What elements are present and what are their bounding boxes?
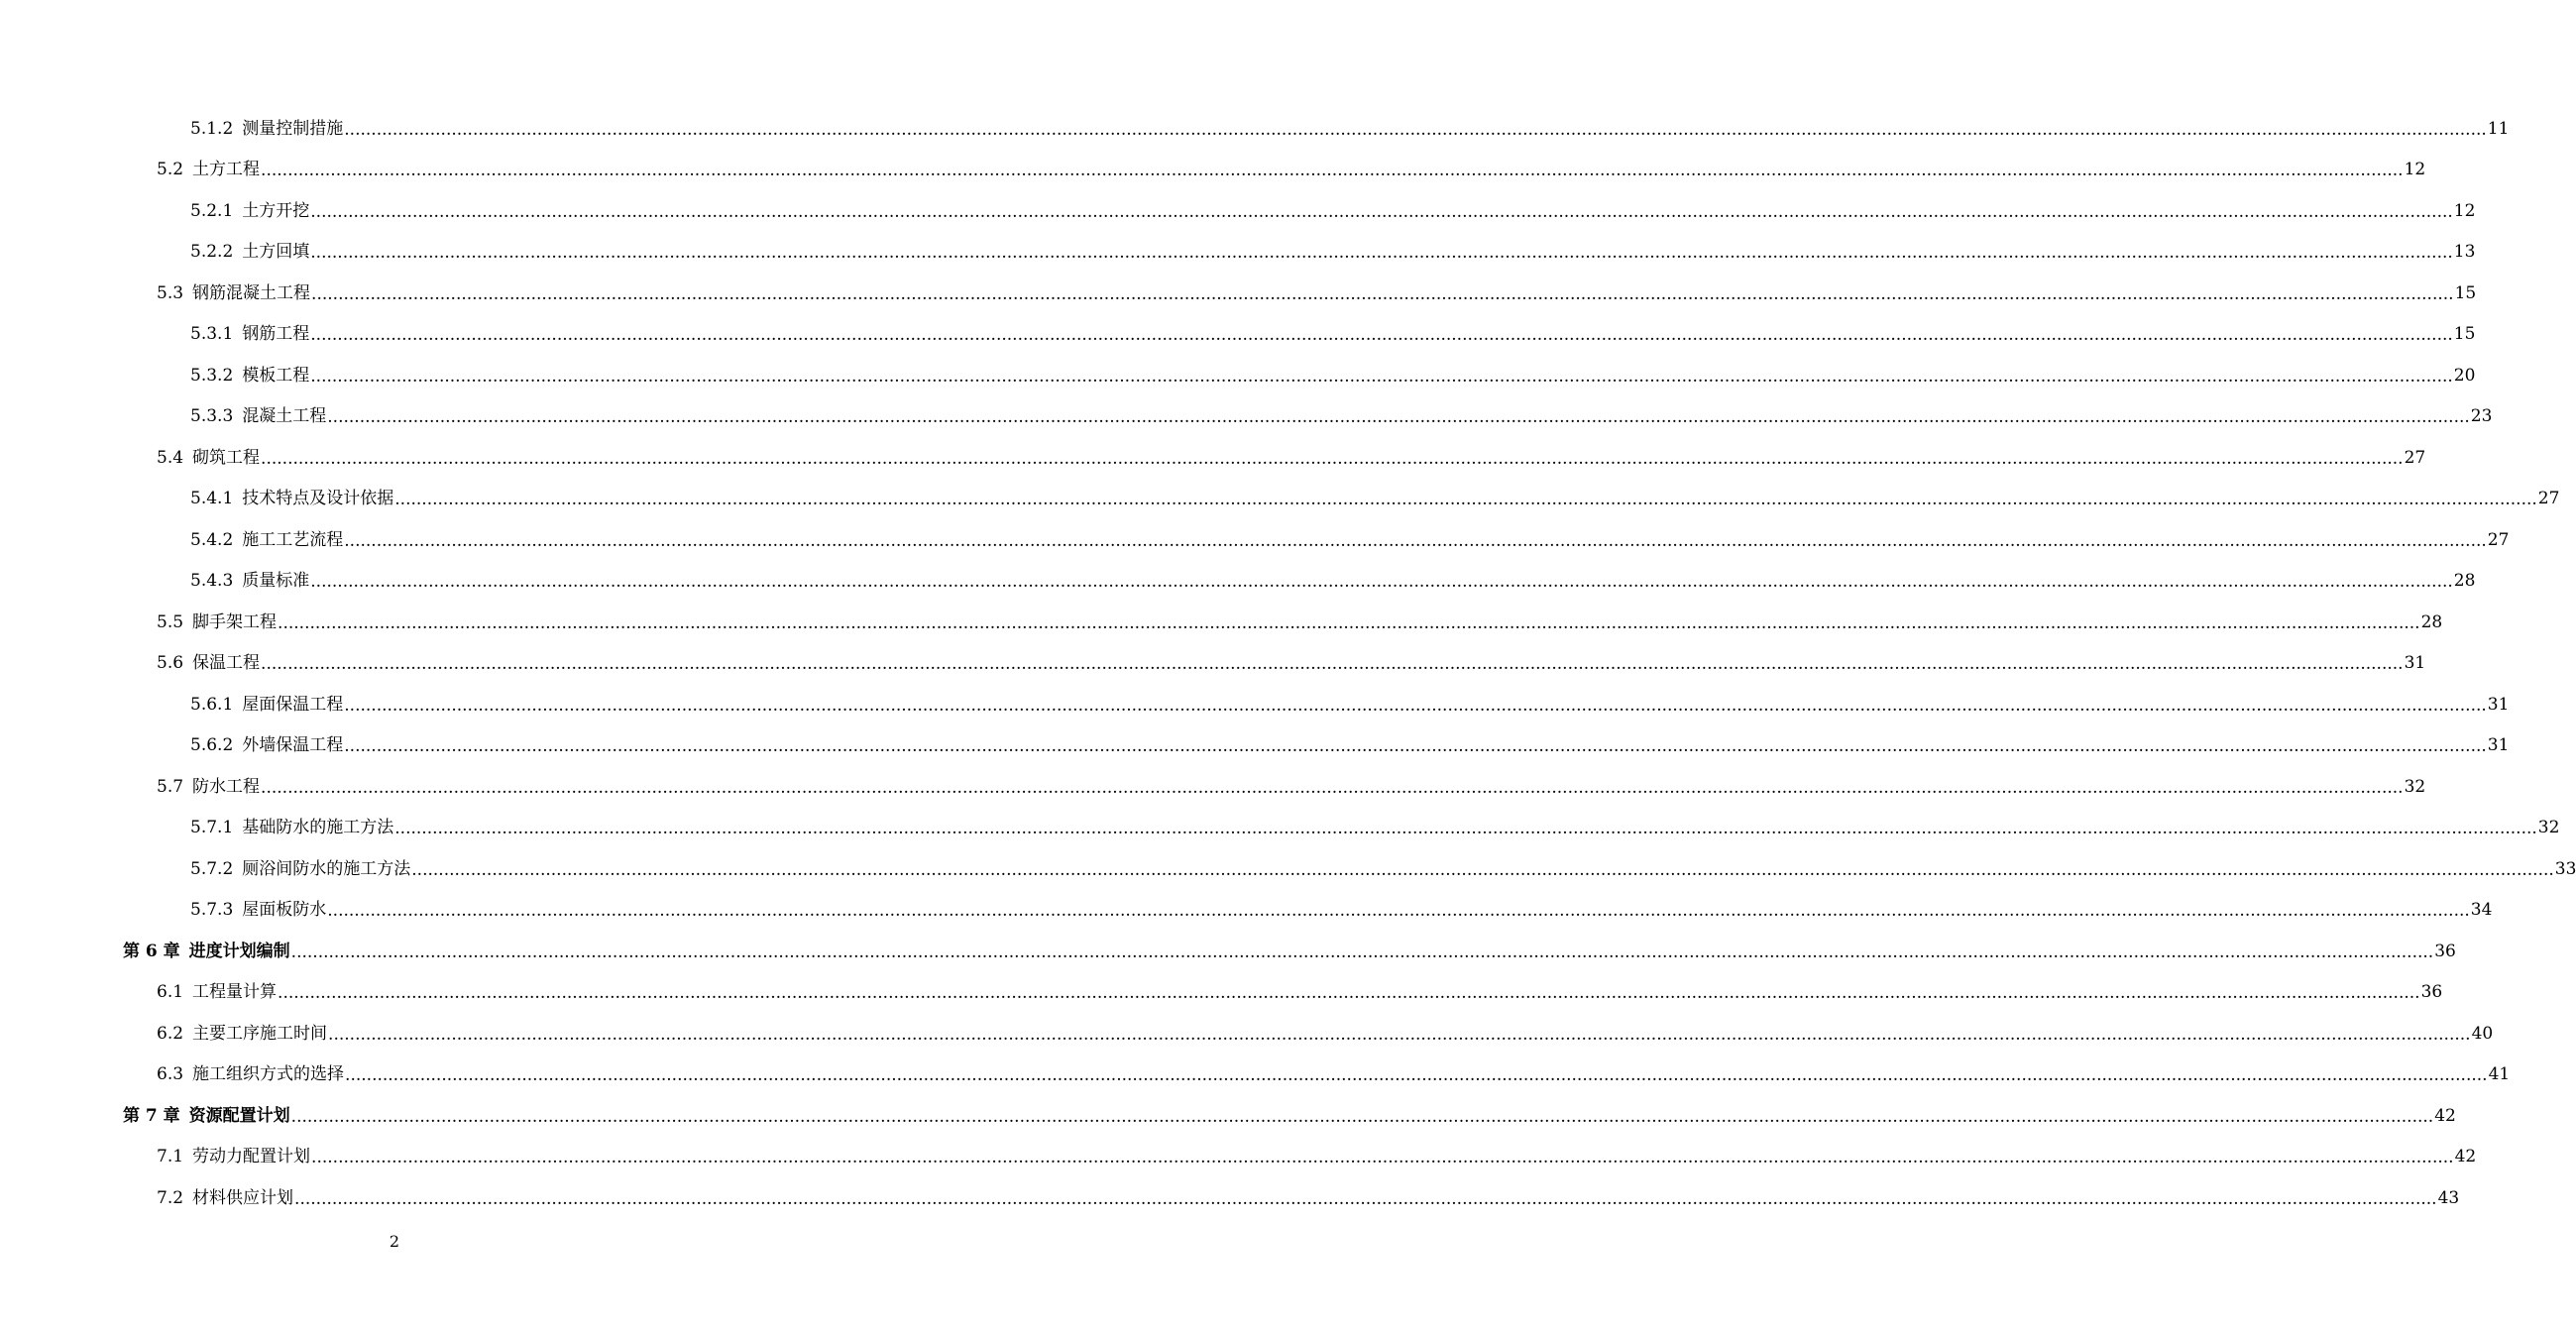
toc-entry-title [190,489,393,508]
toc-entry-label: 外墙保温工程 [242,735,344,756]
toc-entry-page: 28 [2453,571,2476,592]
toc-dot-leader: ................................................................................................................................................................................................................................................................................................................................................................................................................ [261,448,2404,469]
toc-entry-title [157,1147,310,1166]
toc-entry[interactable] [0,437,2426,479]
toc-entry[interactable] [0,519,2510,561]
toc-entry-number: 5.2.1 [190,200,234,221]
toc-entry-label: 屋面保温工程 [242,694,344,715]
toc-entry[interactable] [0,479,2560,520]
toc-entry[interactable] [0,725,2510,767]
toc-entry-title [157,1188,293,1208]
toc-entry-label: 土方工程 [192,160,261,180]
toc-dot-leader: ................................................................................................................................................................................................................................................................................................................................................................................................................ [345,1065,2488,1086]
toc-entry-number: 5.6 [157,653,184,674]
toc-entry-label: 进度计划编制 [188,941,290,961]
toc-entry-page: 41 [2488,1064,2511,1085]
toc-entry-title [190,406,326,426]
toc-dot-leader: ................................................................................................................................................................................................................................................................................................................................................................................................................ [344,695,2487,716]
toc-entry-label: 防水工程 [192,776,261,797]
toc-entry-label: 混凝土工程 [242,406,327,427]
toc-dot-leader: ................................................................................................................................................................................................................................................................................................................................................................................................................ [327,407,2470,428]
toc-entry-number: 5.7.3 [190,900,234,921]
toc-entry-title [157,1024,327,1044]
toc-entry-page: 34 [2470,900,2493,921]
toc-entry-number: 5.3.2 [190,365,234,386]
toc-dot-leader: ................................................................................................................................................................................................................................................................................................................................................................................................................ [278,983,2420,1004]
toc-entry-label: 土方开挖 [242,200,310,221]
toc-entry[interactable] [0,890,2493,932]
toc-entry-number: 第 7 章 [123,1105,180,1126]
toc-entry[interactable] [0,108,2510,150]
toc-entry-title [190,324,309,344]
toc-entry-page: 20 [2453,365,2476,386]
toc-dot-leader: ................................................................................................................................................................................................................................................................................................................................................................................................................ [311,1148,2454,1168]
toc-entry-title [157,612,277,632]
toc-entry-page: 33 [2554,858,2576,879]
toc-entry-page: 40 [2471,1023,2494,1044]
toc-dot-leader: ................................................................................................................................................................................................................................................................................................................................................................................................................ [310,243,2453,264]
toc-dot-leader: ................................................................................................................................................................................................................................................................................................................................................................................................................ [411,859,2554,880]
toc-entry-label: 土方回填 [242,242,310,263]
toc-entry-label: 施工工艺流程 [242,529,344,550]
toc-entry-number: 6.3 [157,1064,184,1085]
toc-entry-number: 5.4.3 [190,571,234,592]
toc-entry[interactable] [0,1054,2511,1096]
toc-entry-title [190,818,393,837]
toc-entry-number: 5.2 [157,160,184,180]
toc-entry[interactable] [0,643,2426,685]
toc-entry-label: 劳动力配置计划 [192,1147,311,1167]
toc-entry[interactable] [0,972,2443,1014]
toc-entry[interactable] [0,1137,2477,1178]
toc-entry-title [190,859,410,879]
toc-entry[interactable] [0,766,2426,808]
toc-entry-title [190,900,326,920]
toc-entry-title [190,695,343,715]
toc-entry-page: 32 [2537,818,2560,838]
toc-entry-page: 11 [2487,118,2510,139]
toc-entry-title [123,1106,290,1126]
toc-entry[interactable] [0,684,2510,725]
toc-dot-leader: ................................................................................................................................................................................................................................................................................................................................................................................................................ [310,201,2453,222]
toc-entry-label: 材料供应计划 [192,1187,294,1208]
toc-entry-title [157,160,260,179]
toc-entry-label: 技术特点及设计依据 [242,489,394,509]
toc-entry[interactable] [0,232,2476,274]
toc-dot-leader: ................................................................................................................................................................................................................................................................................................................................................................................................................ [310,325,2453,346]
toc-entry-title [190,366,309,386]
toc-entry[interactable] [0,808,2560,849]
toc-entry-page: 31 [2487,694,2510,715]
toc-entry[interactable] [0,561,2476,603]
toc-entry-number: 5.5 [157,611,184,632]
toc-entry-label: 保温工程 [192,653,261,674]
toc-entry-number: 5.2.2 [190,242,234,263]
toc-entry-page: 27 [2537,489,2560,509]
toc-entry-label: 施工组织方式的选择 [192,1064,345,1085]
toc-dot-leader: ................................................................................................................................................................................................................................................................................................................................................................................................................ [290,1106,2434,1127]
toc-entry-label: 资源配置计划 [188,1105,290,1126]
toc-entry-label: 砌筑工程 [192,447,261,468]
toc-entry-label: 钢筋工程 [242,324,310,345]
toc-entry[interactable] [0,931,2456,972]
toc-entry-number: 5.4.1 [190,489,234,509]
page-number: 2 [389,1232,400,1251]
toc-dot-leader: ................................................................................................................................................................................................................................................................................................................................................................................................................ [311,283,2454,304]
toc-entry-page: 31 [2487,735,2510,756]
toc-entry-number: 5.6.1 [190,694,234,715]
toc-entry[interactable] [0,1013,2494,1054]
toc-entry-label: 工程量计算 [192,982,278,1003]
toc-entry-page: 28 [2420,611,2443,632]
toc-entry-page: 31 [2404,653,2426,674]
toc-entry-page: 23 [2470,406,2493,427]
toc-entry-page: 42 [2434,1105,2456,1126]
toc-entry-label: 钢筋混凝土工程 [192,282,311,303]
toc-entry[interactable] [0,150,2426,191]
toc-entry[interactable] [0,1095,2456,1137]
toc-dot-leader: ................................................................................................................................................................................................................................................................................................................................................................................................................ [394,490,2537,510]
toc-entry-page: 12 [2453,200,2476,221]
toc-dot-leader: ................................................................................................................................................................................................................................................................................................................................................................................................................ [328,1024,2471,1045]
toc-entry-label: 屋面板防水 [242,900,327,921]
toc-dot-leader: ................................................................................................................................................................................................................................................................................................................................................................................................................ [344,119,2487,140]
toc-entry[interactable] [0,273,2477,314]
toc-entry-page: 27 [2404,447,2426,468]
toc-entry-title [157,982,277,1002]
toc-dot-leader: ................................................................................................................................................................................................................................................................................................................................................................................................................ [310,366,2453,387]
toc-entry[interactable] [0,355,2476,396]
toc-entry-label: 测量控制措施 [242,118,344,139]
toc-entry-title [190,530,343,550]
toc-entry-page: 12 [2404,160,2426,180]
toc-entry-title [190,242,309,262]
toc-entry[interactable] [0,314,2476,356]
toc-entry-title [123,942,290,961]
toc-entry-number: 第 6 章 [123,941,180,961]
toc-entry-number: 5.3.3 [190,406,234,427]
toc-entry-number: 5.3 [157,282,184,303]
toc-entry-label: 厕浴间防水的施工方法 [242,858,411,879]
toc-entry-title [157,653,260,673]
table-of-contents [0,108,2576,1219]
toc-entry-number: 5.7 [157,776,184,797]
toc-entry-title [190,735,343,755]
toc-dot-leader: ................................................................................................................................................................................................................................................................................................................................................................................................................ [278,612,2420,633]
toc-entry-page: 42 [2454,1147,2477,1167]
toc-entry-label: 基础防水的施工方法 [242,818,394,838]
toc-entry-title [157,283,310,303]
toc-entry-page: 15 [2453,324,2476,345]
toc-entry[interactable] [0,1177,2460,1219]
toc-entry-number: 5.7.2 [190,858,234,879]
toc-entry-label: 主要工序施工时间 [192,1023,328,1044]
toc-dot-leader: ................................................................................................................................................................................................................................................................................................................................................................................................................ [344,530,2487,551]
toc-entry-page: 27 [2487,529,2510,550]
toc-dot-leader: ................................................................................................................................................................................................................................................................................................................................................................................................................ [294,1188,2437,1209]
toc-entry-number: 7.1 [157,1147,184,1167]
toc-entry-number: 5.7.1 [190,818,234,838]
toc-dot-leader: ................................................................................................................................................................................................................................................................................................................................................................................................................ [344,736,2487,757]
toc-entry-title [190,119,343,139]
toc-entry-title [190,571,309,591]
toc-entry-label: 脚手架工程 [192,611,278,632]
toc-dot-leader: ................................................................................................................................................................................................................................................................................................................................................................................................................ [290,942,2434,962]
toc-entry-number: 5.6.2 [190,735,234,756]
toc-entry-number: 6.1 [157,982,184,1003]
toc-entry-page: 43 [2437,1187,2460,1208]
toc-entry-title [157,777,260,797]
toc-entry-title [157,1064,344,1084]
toc-entry[interactable] [0,602,2443,643]
toc-entry[interactable] [0,190,2476,232]
toc-entry[interactable] [0,848,2576,890]
toc-dot-leader: ................................................................................................................................................................................................................................................................................................................................................................................................................ [261,161,2404,181]
toc-entry-number: 5.4 [157,447,184,468]
toc-entry-number: 5.1.2 [190,118,234,139]
toc-entry-number: 5.4.2 [190,529,234,550]
toc-entry-page: 36 [2434,941,2456,961]
toc-dot-leader: ................................................................................................................................................................................................................................................................................................................................................................................................................ [261,777,2404,798]
toc-entry-page: 13 [2453,242,2476,263]
toc-entry-page: 32 [2404,776,2426,797]
toc-entry[interactable] [0,396,2493,438]
toc-entry-number: 7.2 [157,1187,184,1208]
toc-entry-page: 15 [2454,282,2477,303]
toc-entry-page: 36 [2420,982,2443,1003]
toc-entry-label: 模板工程 [242,365,310,386]
toc-dot-leader: ................................................................................................................................................................................................................................................................................................................................................................................................................ [394,819,2537,839]
toc-entry-label: 质量标准 [242,571,310,592]
toc-entry-number: 6.2 [157,1023,184,1044]
toc-entry-title [190,201,309,221]
toc-entry-number: 5.3.1 [190,324,234,345]
toc-dot-leader: ................................................................................................................................................................................................................................................................................................................................................................................................................ [261,654,2404,675]
toc-dot-leader: ................................................................................................................................................................................................................................................................................................................................................................................................................ [327,901,2470,922]
toc-entry-title [157,448,260,468]
toc-dot-leader: ................................................................................................................................................................................................................................................................................................................................................................................................................ [310,572,2453,593]
